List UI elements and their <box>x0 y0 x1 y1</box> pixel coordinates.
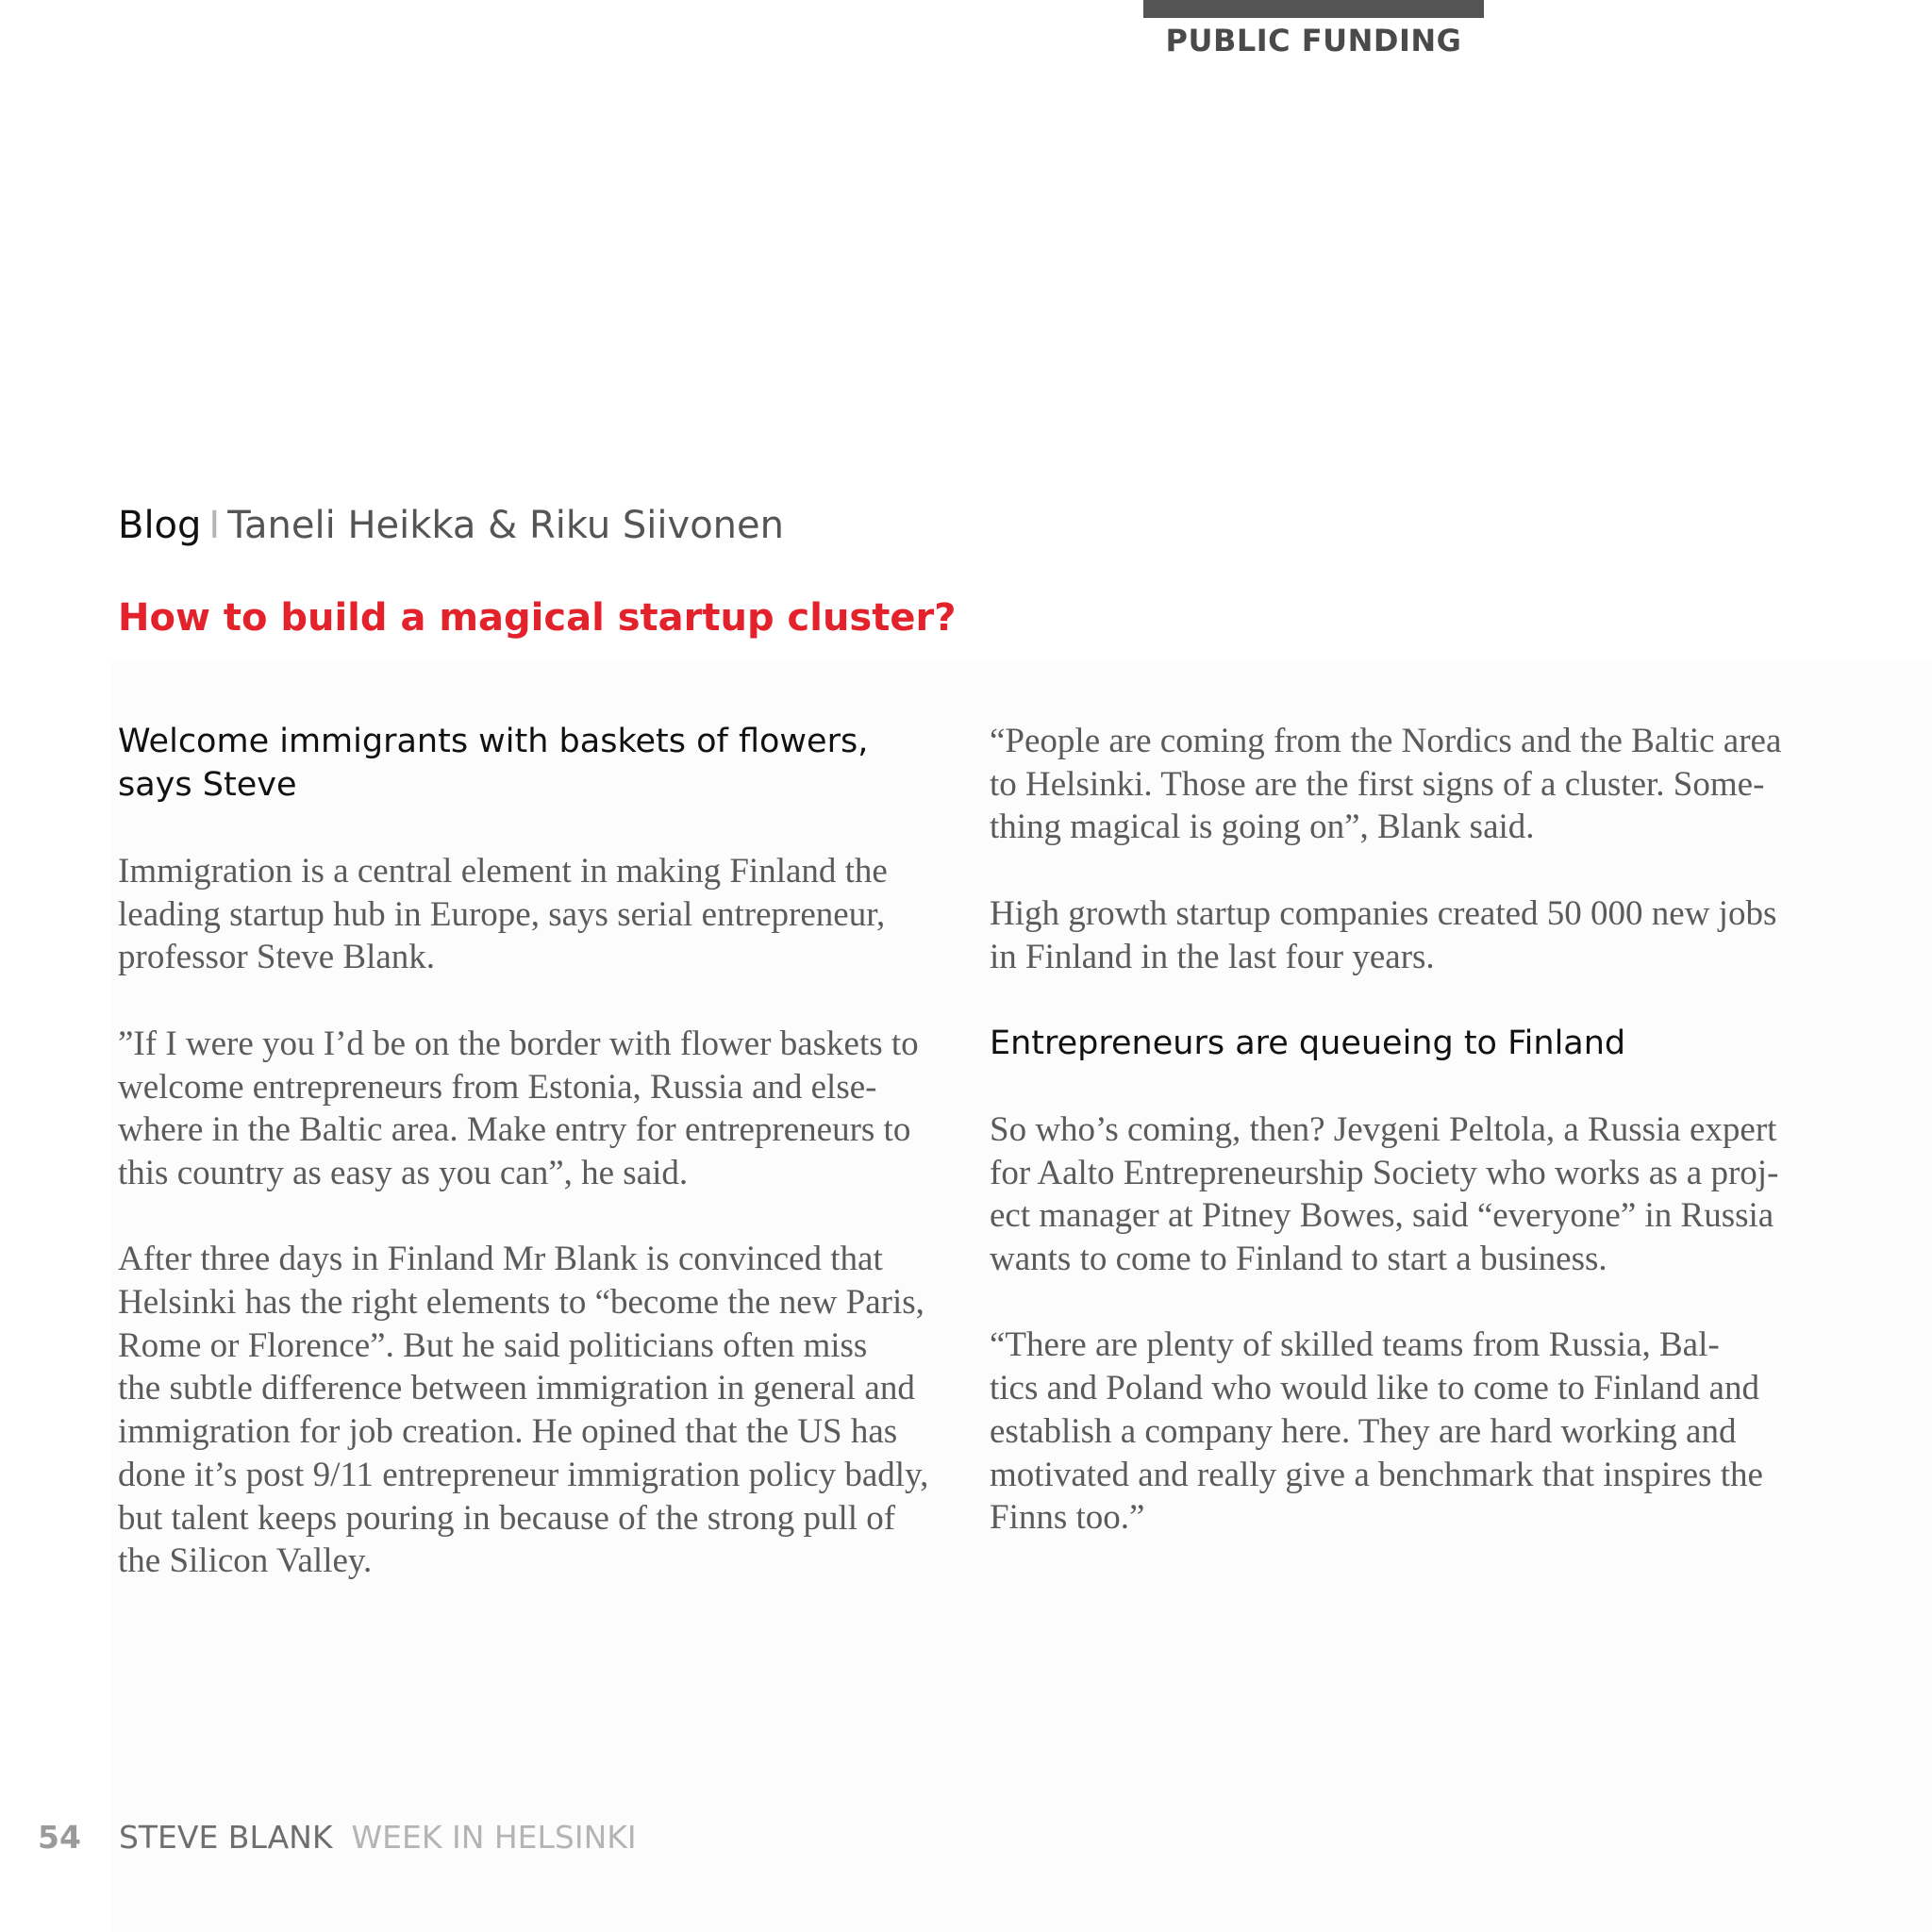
section-tab-bar <box>1143 0 1484 18</box>
footer-author: STEVE BLANK <box>118 1819 333 1856</box>
article-title: How to build a magical startup cluster? <box>118 596 957 640</box>
right-column <box>990 720 1867 1583</box>
blog-label: Blog <box>118 504 202 547</box>
left-subhead: Welcome immigrants with baskets of flowers, says Steve <box>118 723 869 804</box>
blog-byline <box>118 504 784 547</box>
right-subhead: Entrepreneurs are queueing to Finland <box>990 1024 1626 1062</box>
blog-authors: Taneli Heikka & Riku Siivonen <box>227 504 784 547</box>
paragraph: High growth startup companies created 50 000 new jobs in Finland in the last four years. <box>990 893 1777 976</box>
page-number: 54 <box>38 1819 81 1856</box>
paragraph: “People are coming from the Nordics and the Baltic area to Helsinki. Those are the first signs of a cluster. Some- thing magical is going on”, Blank said. <box>990 722 1782 847</box>
left-column <box>118 720 967 1626</box>
paragraph: “There are plenty of skilled teams from Russia, Bal- tics and Poland who would like to come to Finland and establish a company here. They are hard working and motivated and really give a benchmark that inspires the Finns too.” <box>990 1325 1763 1538</box>
paragraph: ”If I were you I’d be on the border with flower baskets to welcome entrepreneurs from Estonia, Russia and else- where in the Baltic area. Make entry for entrepreneurs to this country as easy as you can”, he said. <box>118 1024 919 1192</box>
paragraph: Immigration is a central element in making Finland the leading startup hub in Europe, says serial entrepreneur, professor Steve Blank. <box>118 852 888 977</box>
page-footer <box>38 1819 637 1856</box>
paragraph: After three days in Finland Mr Blank is convinced that Helsinki has the right elements to “become the new Paris, Rome or Florence”. But he said politicians often miss the subtle difference between immigration in general and immigration for job creation. He opined that the US has done it’s post 9/11 entrepreneur immigration policy badly, but talent keeps pouring in because of the strong pull of the Silicon Valley. <box>118 1240 929 1581</box>
byline-separator: I <box>208 504 221 547</box>
footer-publication-title: WEEK IN HELSINKI <box>351 1819 637 1856</box>
paragraph: So who’s coming, then? Jevgeni Peltola, a Russia expert for Aalto Entrepreneurship Society who works as a proj- ect manager at Pitney Bowes, said “everyone” in Russia wants to come to Finland to start a business. <box>990 1109 1779 1278</box>
section-label: PUBLIC FUNDING <box>1165 23 1462 58</box>
